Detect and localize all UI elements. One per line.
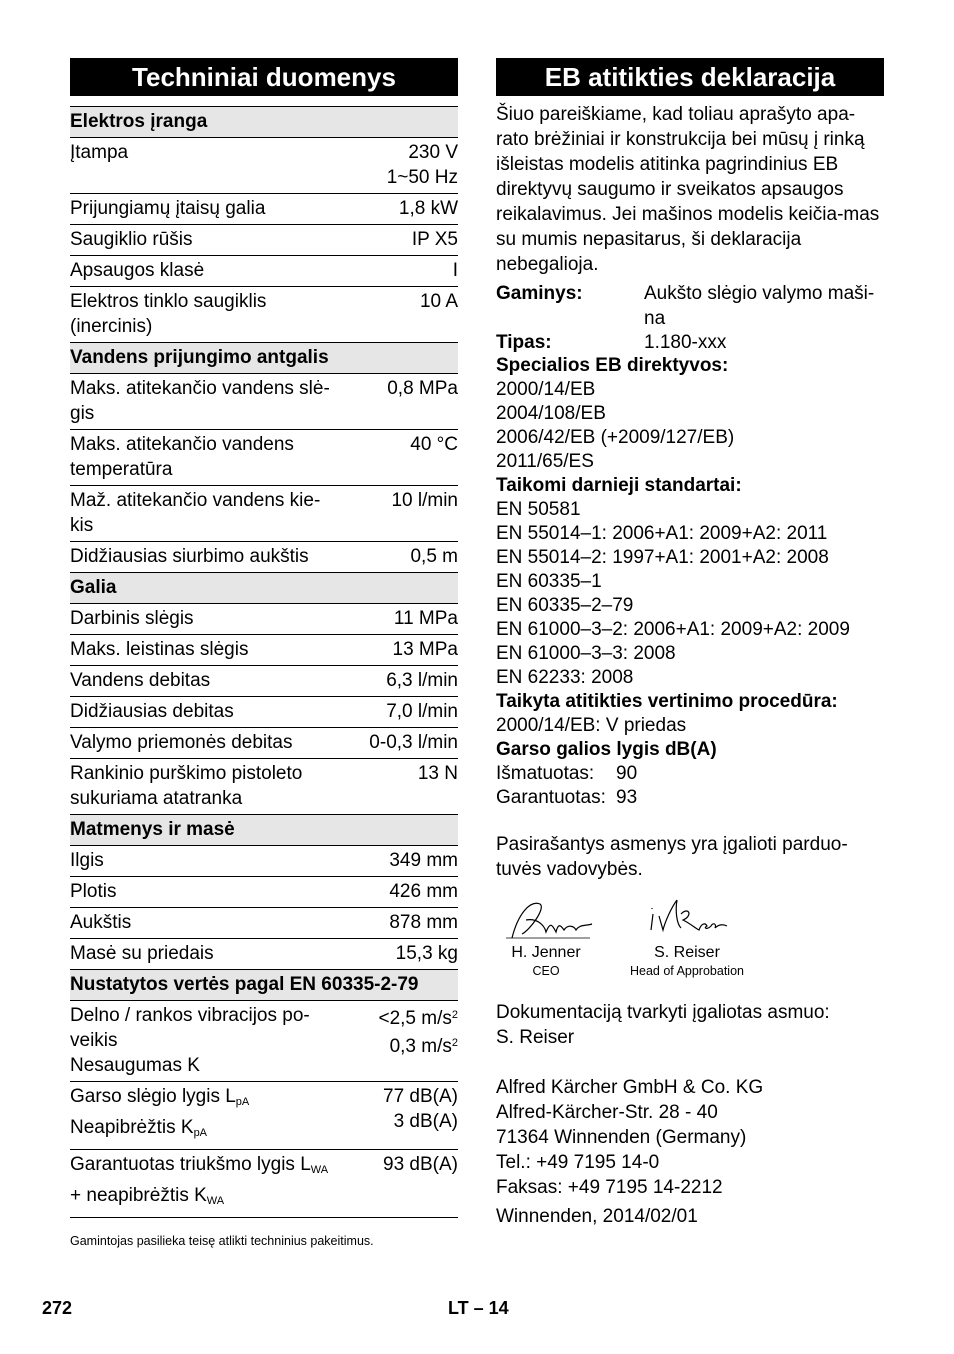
standards-label: Taikomi darnieji standartai: [496, 475, 742, 496]
row-value [340, 939, 458, 970]
type-row [496, 331, 884, 354]
sound-pressure-value: 77 dB(A) [383, 1086, 458, 1107]
group-name: Vandens prijungimo antgalis [70, 343, 458, 374]
signature-reiser-icon [637, 894, 737, 944]
directive-item: 2000/14/EB [496, 379, 596, 400]
value-line: 0,5 m [410, 546, 458, 567]
table-row [70, 877, 458, 908]
row-value [340, 542, 458, 573]
table-group-header [70, 815, 458, 846]
row-value [340, 846, 458, 877]
product-row [496, 281, 884, 331]
value-line: 7,0 l/min [386, 701, 458, 722]
directives-label: Specialios EB direktyvos: [496, 355, 729, 376]
value-line: 230 V [408, 142, 458, 163]
value-line: I [452, 260, 458, 281]
measured-value: 90 [616, 763, 638, 784]
value-line: 1~50 Hz [386, 167, 458, 188]
standard-item: EN 55014–2: 1997+A1: 2001+A2: 2008 [496, 547, 829, 568]
row-label: Prijungiamų įtaisų galia [70, 194, 340, 225]
address-line: Faksas: +49 7195 14-2212 [496, 1177, 723, 1198]
row-label [70, 1150, 340, 1218]
row-label: Plotis [70, 877, 340, 908]
directive-item: 2006/42/EB (+2009/127/EB) [496, 427, 735, 448]
row-value [340, 1001, 458, 1082]
group-name: Elektros įranga [70, 107, 458, 138]
table-row [70, 1082, 458, 1150]
address-line: Alfred-Kärcher-Str. 28 - 40 [496, 1102, 718, 1123]
table-row [70, 430, 458, 486]
company-address [496, 1075, 884, 1200]
signatures [496, 886, 884, 978]
measured-row [496, 762, 884, 786]
language-page: LT – 14 [448, 1298, 509, 1318]
row-value [340, 604, 458, 635]
value-line: 6,3 l/min [386, 670, 458, 691]
subscript: pA [235, 1096, 250, 1108]
directive-item: 2011/65/ES [496, 451, 594, 472]
row-value [340, 486, 458, 542]
value-line: 878 mm [389, 912, 458, 933]
procedure-value: 2000/14/EB: V priedas [496, 715, 687, 736]
row-value [340, 287, 458, 343]
row-value [340, 194, 458, 225]
signer-role: CEO [532, 964, 560, 978]
row-label: Didžiausias siurbimo aukštis [70, 542, 340, 573]
value-line: IP X5 [411, 229, 458, 250]
directive-item: 2004/108/EB [496, 403, 606, 424]
standards-list [496, 498, 884, 690]
technical-data-body [70, 107, 458, 970]
standard-item: EN 62233: 2008 [496, 667, 634, 688]
signature-jenner-icon [500, 894, 600, 944]
row-label: Apsaugos klasė [70, 256, 340, 287]
signature-block [500, 894, 592, 980]
signers-text: Pasirašantys asmenys yra įgalioti parduo-tuvės vadovybės. [496, 834, 848, 880]
signature-block [620, 894, 754, 980]
table-group-header [70, 573, 458, 604]
table-row [70, 604, 458, 635]
table-row [70, 287, 458, 343]
signer-name: S. Reiser [654, 944, 720, 961]
table-row [70, 486, 458, 542]
guaranteed-row [496, 786, 884, 810]
row-value [340, 666, 458, 697]
row-label: Maž. atitekančio vandens kie-kis [70, 486, 340, 542]
row-value [340, 256, 458, 287]
standard-item: EN 60335–1 [496, 571, 602, 592]
uncertainty-value [340, 1031, 458, 1059]
guaranteed-label: Garantuotas: [496, 787, 606, 808]
table-row [70, 194, 458, 225]
uncertainty-value-text: 0,3 m/s [389, 1036, 452, 1057]
row-label: Įtampa [70, 138, 340, 194]
value-line: 13 N [417, 763, 458, 784]
value-line: 0,8 MPa [387, 378, 458, 399]
technical-changes-note: Gamintojas pasilieka teisę atlikti techninius pakeitimus. [70, 1234, 374, 1248]
documentation-text [496, 1000, 884, 1050]
procedure-label: Taikyta atitikties vertinimo procedūra: [496, 691, 838, 712]
product-label: Gaminys: [496, 283, 583, 304]
row-value [340, 877, 458, 908]
table-group-header [70, 970, 458, 1001]
row-label: Saugiklio rūšis [70, 225, 340, 256]
table-row [70, 846, 458, 877]
sound-power-label: Garantuotas triukšmo lygis L [70, 1154, 311, 1175]
table-row [70, 1150, 458, 1218]
superscript: 2 [451, 1037, 458, 1049]
place-date: Winnenden, 2014/02/01 [496, 1206, 698, 1227]
row-value [340, 697, 458, 728]
sound-pressure-label: Garso slėgio lygis L [70, 1086, 236, 1107]
address-line: Tel.: +49 7195 14-0 [496, 1152, 660, 1173]
sound-uncertainty-value: 3 dB(A) [393, 1111, 458, 1132]
table-row [70, 225, 458, 256]
standard-item: EN 61000–3–3: 2008 [496, 643, 676, 664]
row-label: Vandens debitas [70, 666, 340, 697]
row-label: Elektros tinklo saugiklis (inercinis) [70, 287, 340, 343]
row-value [340, 728, 458, 759]
row-label: Aukštis [70, 908, 340, 939]
documentation-line: Dokumentaciją tvarkyti įgaliotas asmuo: [496, 1002, 830, 1023]
value-line: 15,3 kg [395, 943, 458, 964]
technical-data-title: Techniniai duomenys [70, 58, 458, 96]
table-row [70, 635, 458, 666]
standard-item: EN 55014–1: 2006+A1: 2009+A2: 2011 [496, 523, 828, 544]
signer-name: H. Jenner [511, 944, 581, 961]
subscript: WA [310, 1164, 329, 1176]
vibration-label: Delno / rankos vibracijos po-veikis [70, 1005, 310, 1051]
row-label: Maks. atitekančio vandens slė-gis [70, 374, 340, 430]
declaration-section [496, 58, 884, 1229]
documentation-person: S. Reiser [496, 1027, 575, 1048]
table-row [70, 542, 458, 573]
table-group-header [70, 107, 458, 138]
product-value: Aukšto slėgio valymo maši-na [644, 283, 875, 329]
value-line: 11 MPa [393, 608, 458, 629]
row-value [340, 430, 458, 486]
group-name: Galia [70, 573, 458, 604]
measured-label: Išmatuotas: [496, 763, 595, 784]
value-line: 10 A [419, 291, 458, 312]
table-row [70, 728, 458, 759]
value-line: 40 °C [410, 434, 458, 455]
row-value [340, 374, 458, 430]
value-line: 0-0,3 l/min [369, 732, 458, 753]
value-line: 426 mm [389, 881, 458, 902]
table-row [70, 256, 458, 287]
directives-list [496, 378, 884, 474]
value-line: 10 l/min [391, 490, 458, 511]
type-value: 1.180-xxx [644, 332, 727, 353]
standard-item: EN 50581 [496, 499, 581, 520]
technical-data-section [70, 58, 458, 1248]
table-row [70, 939, 458, 970]
sound-uncertainty-label: Neapibrėžtis K [70, 1117, 194, 1138]
group-name: Matmenys ir masė [70, 815, 458, 846]
row-label: Masė su priedais [70, 939, 340, 970]
row-value: 93 dB(A) [340, 1150, 458, 1218]
table-group-header [70, 343, 458, 374]
vibration-value-text: <2,5 m/s [378, 1008, 452, 1029]
value-line: 1,8 kW [398, 198, 458, 219]
row-value [340, 759, 458, 815]
standard-item: EN 61000–3–2: 2006+A1: 2009+A2: 2009 [496, 619, 850, 640]
row-label: Ilgis [70, 846, 340, 877]
row-label: Maks. leistinas slėgis [70, 635, 340, 666]
row-label: Maks. atitekančio vandens temperatūra [70, 430, 340, 486]
row-value [340, 1082, 458, 1150]
row-value [340, 225, 458, 256]
sound-power-uncertainty-label: + neapibrėžtis K [70, 1185, 207, 1206]
technical-data-table [70, 106, 458, 1218]
signer-role: Head of Approbation [630, 964, 744, 978]
group-name: Nustatytos vertės pagal EN 60335-2-79 [70, 970, 458, 1001]
row-value [340, 908, 458, 939]
address-line: 71364 Winnenden (Germany) [496, 1127, 747, 1148]
table-row [70, 1001, 458, 1082]
table-row [70, 908, 458, 939]
superscript: 2 [451, 1009, 458, 1021]
guaranteed-value: 93 [616, 787, 638, 808]
page-number: 272 [42, 1298, 73, 1318]
row-label: Darbinis slėgis [70, 604, 340, 635]
row-label [70, 1001, 340, 1082]
standard-item: EN 60335–2–79 [496, 595, 634, 616]
row-label: Valymo priemonės debitas [70, 728, 340, 759]
row-label: Rankinio purškimo pistoleto sukuriama atatranka [70, 759, 340, 815]
value-line: 13 MPa [392, 639, 458, 660]
row-label: Didžiausias debitas [70, 697, 340, 728]
row-label [70, 1082, 340, 1150]
row-value [340, 138, 458, 194]
table-row [70, 138, 458, 194]
declaration-intro: Šiuo pareiškiame, kad toliau aprašyto apa-rato brėžiniai ir konstrukcija bei mūsų į rinką išleistas modelis atitinka pagrindinius EB direktyvų saugumo ir sveikatos apsaugos reikalavimus. Jei mašinos modelis keičia-mas su mumis nepasitarus, ši deklaracija nebegalioja. [496, 104, 880, 275]
address-line: Alfred Kärcher GmbH & Co. KG [496, 1077, 764, 1098]
table-row [70, 374, 458, 430]
row-value [340, 635, 458, 666]
table-row [70, 666, 458, 697]
table-row [70, 759, 458, 815]
measured-values-body [70, 970, 458, 1218]
vibration-value [340, 1003, 458, 1031]
sound-power-label: Garso galios lygis dB(A) [496, 739, 717, 760]
type-label: Tipas: [496, 332, 552, 353]
value-line: 349 mm [389, 850, 458, 871]
subscript: pA [193, 1127, 208, 1139]
declaration-title: EB atitikties deklaracija [496, 58, 884, 96]
subscript: WA [206, 1195, 225, 1207]
table-row [70, 697, 458, 728]
uncertainty-label: Nesaugumas K [70, 1055, 200, 1076]
